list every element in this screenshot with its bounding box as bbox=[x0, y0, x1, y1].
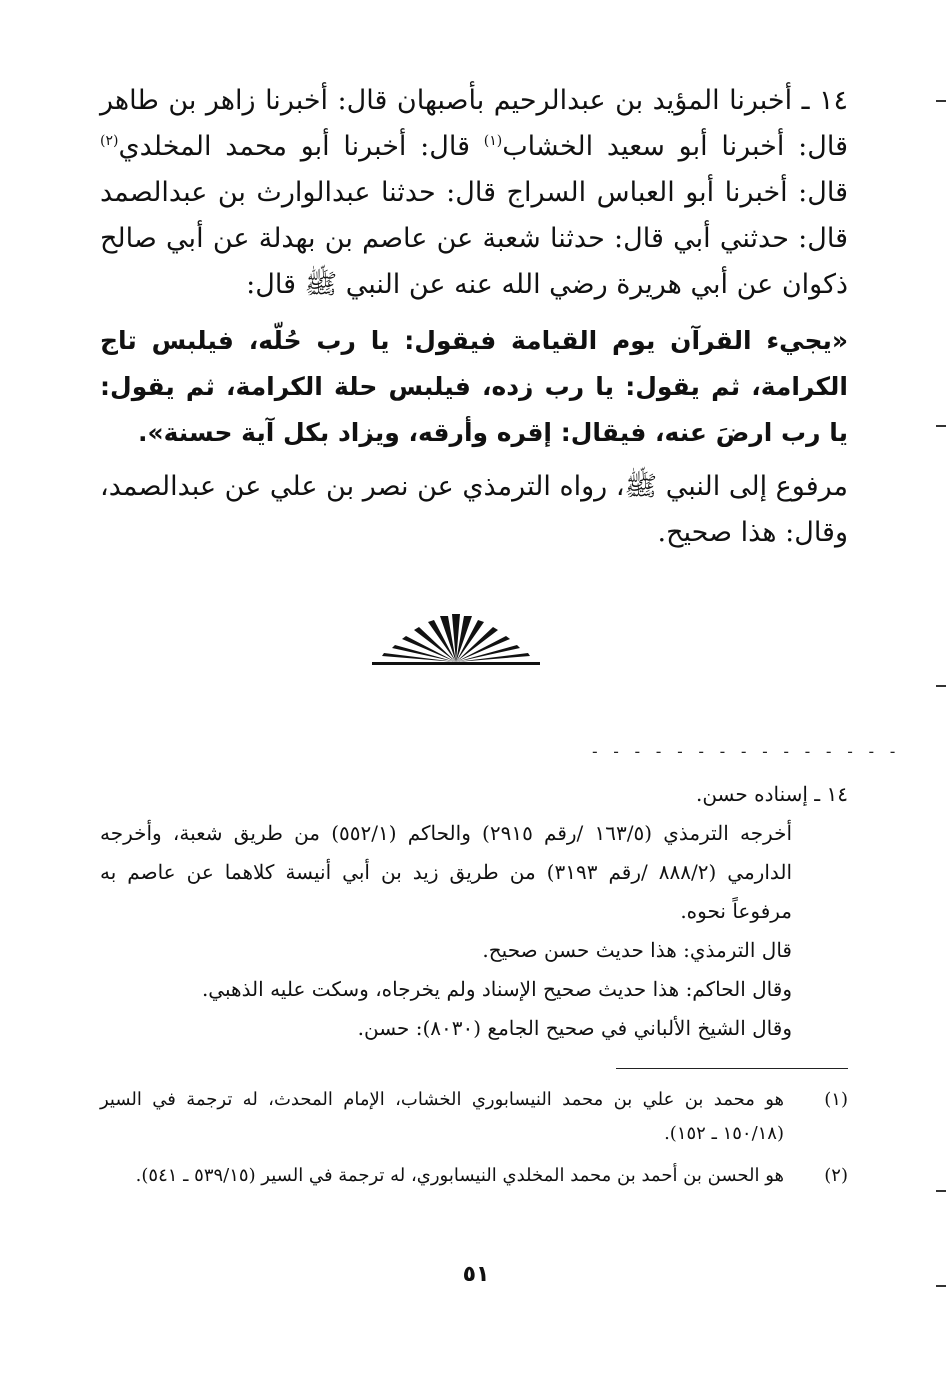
notes-separator: - - - - - - - - - - - - - - - bbox=[590, 742, 899, 761]
notes-heading: ١٤ ـ إسناده حسن. bbox=[695, 782, 848, 806]
hadith-text: «يجيء القرآن يوم القيامة فيقول: يا رب حُلّه، فيلبس تاج الكرامة، ثم يقول: يا رب زده، فيلبس حلة الكرامة، ثم يقول: يا رب ارضَ عنه، فيقال: إقره وأرقه، ويزاد بكل آية حسنة». bbox=[100, 326, 848, 447]
footnote-text: هو الحسن بن أحمد بن محمد المخلدي النيسابوري، له ترجمة في السير (٥٣٩/١٥ ـ ٥٤١). bbox=[135, 1165, 784, 1186]
edge-mark bbox=[936, 100, 946, 102]
note-line: وقال الشيخ الألباني في صحيح الجامع (٨٠٣٠): حسن. bbox=[357, 1016, 792, 1040]
footnote-2 bbox=[100, 1159, 848, 1193]
main-text bbox=[100, 78, 848, 556]
footnote-number: (١) bbox=[824, 1089, 848, 1110]
note-line: قال الترمذي: هذا حديث حسن صحيح. bbox=[482, 938, 792, 962]
chain-text: ١٤ ـ أخبرنا المؤيد بن عبدالرحيم بأصبهان قال: أخبرنا زاهر بن طاهر قال: أخبرنا أبو سعيد الخشاب bbox=[100, 85, 848, 162]
edge-mark bbox=[936, 1285, 946, 1287]
footnotes bbox=[100, 1083, 848, 1201]
rising-sun-ornament-icon bbox=[368, 612, 544, 668]
edge-mark bbox=[936, 1190, 946, 1192]
footnote-text: هو محمد بن علي بن محمد النيسابوري الخشاب، الإمام المحدث، له ترجمة في السير (١٥٠/١٨ ـ ١٥٢). bbox=[100, 1089, 784, 1144]
hadith-chain-paragraph bbox=[100, 78, 848, 308]
edge-mark bbox=[936, 685, 946, 687]
notes-body bbox=[100, 814, 792, 1048]
footnote-rule bbox=[616, 1068, 848, 1069]
grading-paragraph: مرفوع إلى النبي ﷺ، رواه الترمذي عن نصر بن علي عن عبدالصمد، وقال: هذا صحيح. bbox=[100, 471, 848, 548]
chain-text-end: قال: أخبرنا أبو العباس السراج قال: حدثنا عبدالوارث بن عبدالصمد قال: حدثني أبي قال: حدثنا شعبة عن عاصم بن بهدلة عن أبي صالح ذكوان عن أبي هريرة رضي الله عنه عن النبي ﷺ قال: bbox=[100, 177, 848, 300]
edge-mark bbox=[936, 425, 946, 427]
page-number: ٥١ bbox=[462, 1262, 490, 1287]
chain-text-continued: قال: أخبرنا أبو محمد المخلدي bbox=[118, 131, 484, 162]
footnote-number: (٢) bbox=[824, 1165, 848, 1186]
notes-section bbox=[100, 775, 848, 1048]
footnote-ref-2: (٢) bbox=[100, 133, 119, 149]
footnote-ref-1: (١) bbox=[483, 133, 503, 149]
note-line: أخرجه الترمذي (١٦٣/٥ /رقم ٢٩١٥) والحاكم (٥٥٢/١) من طريق شعبة، وأخرجه الدارمي (٨٨٨/٢ /رقم ٣١٩٣) من طريق زيد بن أبي أنيسة كلاهما عن عاصم به مرفوعاً نحوه. bbox=[100, 821, 793, 923]
footnote-1 bbox=[100, 1083, 848, 1151]
note-line: وقال الحاكم: هذا حديث صحيح الإسناد ولم يخرجاه، وسكت عليه الذهبي. bbox=[201, 977, 792, 1001]
